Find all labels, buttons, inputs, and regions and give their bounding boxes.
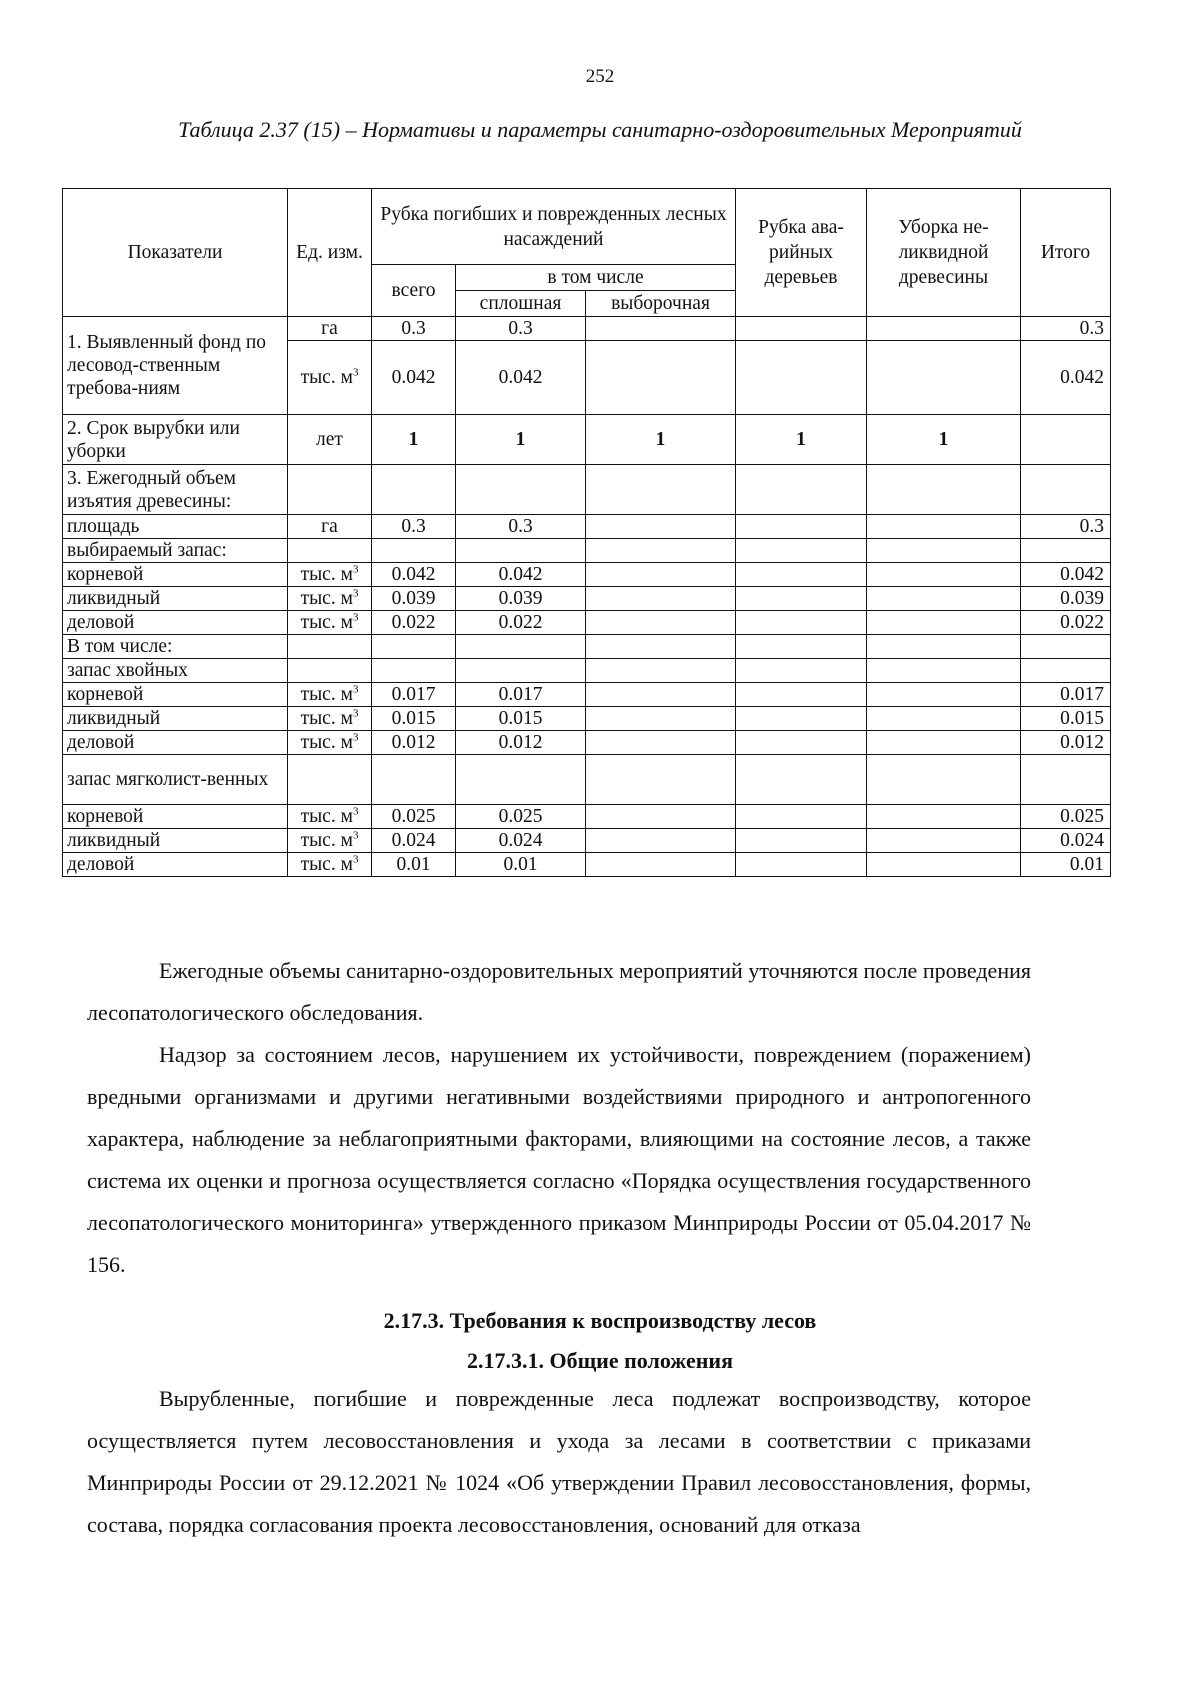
- row-label: деловой: [63, 853, 288, 877]
- value-cell: 1: [372, 415, 456, 465]
- value-cell: 1: [736, 415, 867, 465]
- unit-cell: тыс. $м^3$: [288, 587, 372, 611]
- row-label: ликвидный: [63, 587, 288, 611]
- value-cell: 0.024: [372, 829, 456, 853]
- value-cell: 0.024: [456, 829, 586, 853]
- value-cell: 0.01: [456, 853, 586, 877]
- header-selective: выборочная: [586, 291, 736, 317]
- value-cell: 0.012: [1021, 731, 1111, 755]
- value-cell: 1: [586, 415, 736, 465]
- row-label: запас мягколист-венных: [63, 755, 288, 805]
- value-cell: 1: [867, 415, 1021, 465]
- paragraph: Вырубленные, погибшие и поврежденные леса подлежат воспроизводству, которое осуществляется путем лесовосстановления и ухода за лесами в соответствии с приказами Минприроды России от 29.12.2021 № 1024 «Об утверждении Правил лесовосстановления, формы, состава, порядка согласования проекта лесовосстановления, оснований для отказа: [87, 1386, 1031, 1537]
- table-row: [63, 635, 1111, 659]
- value-cell: 0.039: [372, 587, 456, 611]
- row-label: 1. Выявленный фонд по лесовод-ственным требова-ниям: [63, 317, 288, 415]
- body-text-top: [87, 950, 1031, 1286]
- value-cell: 0.025: [456, 805, 586, 829]
- table-caption: Таблица 2.37 (15) – Нормативы и параметры санитарно-оздоровительных Мероприятий: [178, 117, 1022, 142]
- value-cell: 0.022: [456, 611, 586, 635]
- unit-cell: тыс. $м^3$: [288, 341, 372, 415]
- header-all: всего: [372, 265, 456, 317]
- section-heading: 2.17.3. Требования к воспроизводству лесов: [383, 1308, 817, 1333]
- unit-cell: тыс. $м^3$: [288, 563, 372, 587]
- value-cell: 0.01: [372, 853, 456, 877]
- row-label: корневой: [63, 805, 288, 829]
- unit-cell: тыс. $м^3$: [288, 805, 372, 829]
- header-indicators: Показатели: [63, 189, 288, 317]
- body-text-bottom: [87, 1378, 1031, 1546]
- value-cell: 1: [456, 415, 586, 465]
- table-row: [63, 853, 1111, 877]
- table-row: [63, 755, 1111, 805]
- value-cell: 0.042: [1021, 341, 1111, 415]
- paragraph: Ежегодные объемы санитарно-оздоровительных мероприятий уточняются после проведения лесопатологического обследования.: [87, 958, 1031, 1025]
- row-label: корневой: [63, 563, 288, 587]
- value-cell: 0.025: [1021, 805, 1111, 829]
- value-cell: 0.017: [372, 683, 456, 707]
- value-cell: 0.022: [1021, 611, 1111, 635]
- table-row: [63, 317, 1111, 341]
- unit-cell: тыс. $м^3$: [288, 611, 372, 635]
- table-row: [63, 563, 1111, 587]
- row-label: деловой: [63, 611, 288, 635]
- value-cell: 0.017: [1021, 683, 1111, 707]
- table-row: [63, 805, 1111, 829]
- row-label: 3. Ежегодный объем изъятия древесины:: [63, 465, 288, 515]
- value-cell: 0.015: [372, 707, 456, 731]
- unit-cell: тыс. $м^3$: [288, 853, 372, 877]
- row-label: запас хвойных: [63, 659, 288, 683]
- norms-table: [62, 188, 1111, 877]
- value-cell: 0.012: [456, 731, 586, 755]
- row-label: ликвидный: [63, 707, 288, 731]
- table-row: [63, 587, 1111, 611]
- unit-cell: тыс. $м^3$: [288, 707, 372, 731]
- value-cell: 0.3: [1021, 317, 1111, 341]
- value-cell: 0.01: [1021, 853, 1111, 877]
- header-incl: в том числе: [456, 265, 736, 291]
- unit-cell: га: [288, 317, 372, 341]
- row-label: площадь: [63, 515, 288, 539]
- value-cell: 0.3: [372, 317, 456, 341]
- value-cell: 0.025: [372, 805, 456, 829]
- value-cell: 0.022: [372, 611, 456, 635]
- value-cell: 0.042: [1021, 563, 1111, 587]
- row-label: выбираемый запас:: [63, 539, 288, 563]
- header-total: Итого: [1021, 189, 1111, 317]
- value-cell: 0.042: [456, 563, 586, 587]
- unit-cell: лет: [288, 415, 372, 465]
- header-removal: Уборка не-ликвидной древесины: [867, 189, 1021, 317]
- row-label: деловой: [63, 731, 288, 755]
- table-row: [63, 611, 1111, 635]
- value-cell: 0.3: [372, 515, 456, 539]
- header-unit: Ед. изм.: [288, 189, 372, 317]
- table-row: [63, 829, 1111, 853]
- value-cell: 0.039: [1021, 587, 1111, 611]
- value-cell: 0.024: [1021, 829, 1111, 853]
- table-row: [63, 659, 1111, 683]
- unit-cell: га: [288, 515, 372, 539]
- value-cell: 0.042: [456, 341, 586, 415]
- subsection-heading: 2.17.3.1. Общие положения: [467, 1348, 733, 1373]
- table-row: [63, 731, 1111, 755]
- value-cell: 0.012: [372, 731, 456, 755]
- value-cell: 0.015: [1021, 707, 1111, 731]
- value-cell: 0.3: [456, 317, 586, 341]
- row-label: ликвидный: [63, 829, 288, 853]
- value-cell: 0.3: [1021, 515, 1111, 539]
- value-cell: 0.3: [456, 515, 586, 539]
- unit-cell: тыс. $м^3$: [288, 683, 372, 707]
- value-cell: 0.042: [372, 563, 456, 587]
- table-row: [63, 465, 1111, 515]
- table-row: [63, 683, 1111, 707]
- value-cell: 0.039: [456, 587, 586, 611]
- table-row: [63, 707, 1111, 731]
- table-row: [63, 539, 1111, 563]
- header-felling-group: Рубка погибших и поврежденных лесных насаждений: [372, 189, 736, 265]
- row-label: 2. Срок вырубки или уборки: [63, 415, 288, 465]
- row-label: В том числе:: [63, 635, 288, 659]
- table-row: [63, 515, 1111, 539]
- table-row: [63, 415, 1111, 465]
- page-number: 252: [585, 66, 615, 87]
- unit-cell: тыс. $м^3$: [288, 829, 372, 853]
- unit-cell: тыс. $м^3$: [288, 731, 372, 755]
- value-cell: 0.017: [456, 683, 586, 707]
- paragraph: Надзор за состоянием лесов, нарушением их устойчивости, повреждением (поражением) вредными организмами и другими негативными воздействиями природного и антропогенного характера, наблюдение за неблагоприятными факторами, влияющими на состояние лесов, а также система их оценки и прогноза осуществляется согласно «Порядка осуществления государственного лесопатологического мониторинга» утвержденного приказом Минприроды России от 05.04.2017 № 156.: [87, 1042, 1031, 1277]
- value-cell: 0.015: [456, 707, 586, 731]
- value-cell: 0.042: [372, 341, 456, 415]
- header-clear: сплошная: [456, 291, 586, 317]
- header-emergency: Рубка ава-рийных деревьев: [736, 189, 867, 317]
- row-label: корневой: [63, 683, 288, 707]
